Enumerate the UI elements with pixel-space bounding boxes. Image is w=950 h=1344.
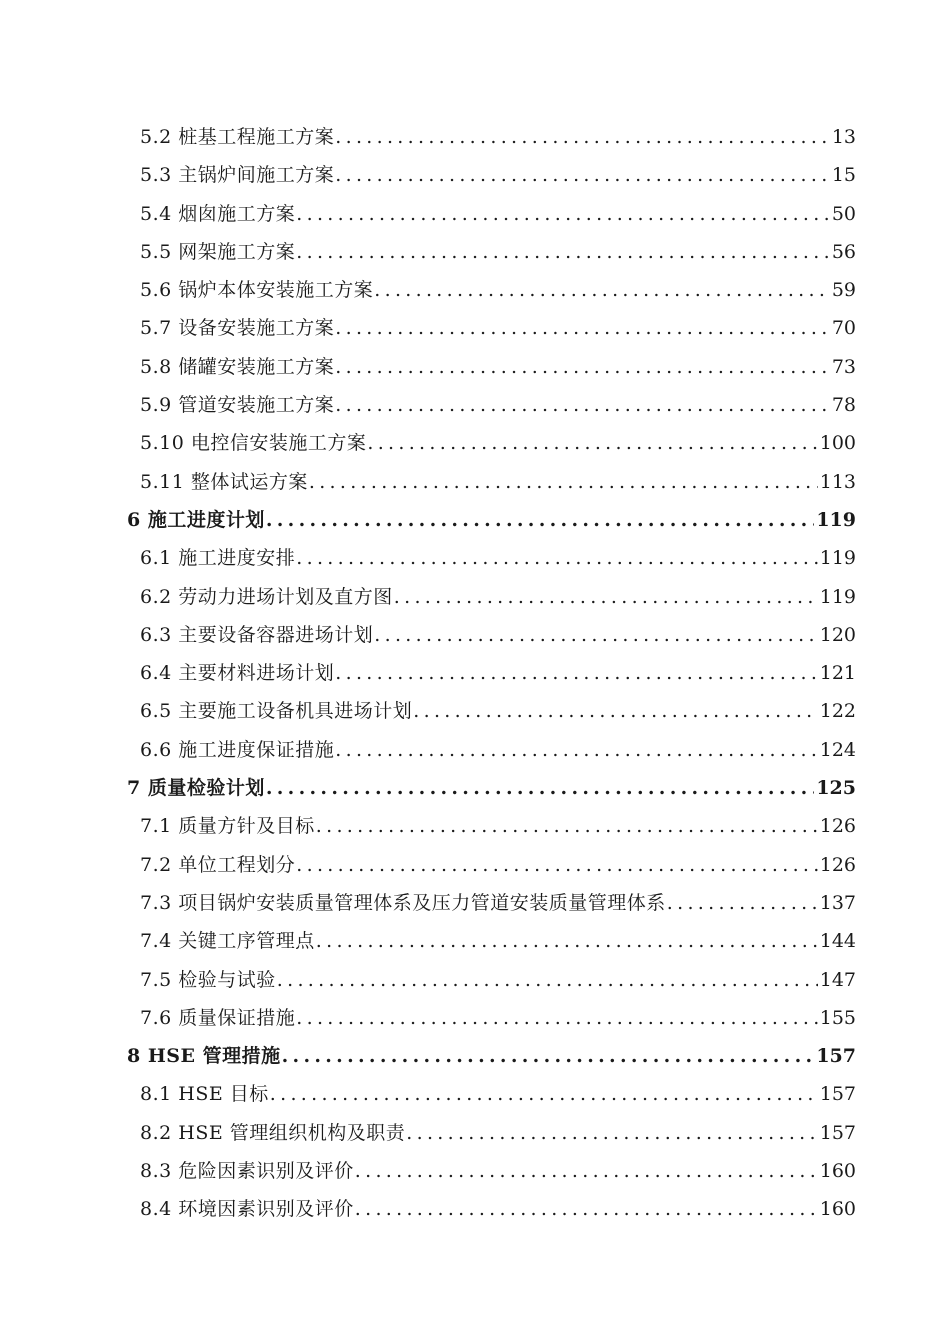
toc-section-entry[interactable] [0,118,950,156]
toc-page-number: 50 [831,202,856,225]
toc-entry-title: 5.9 管道安装施工方案 [140,394,335,417]
toc-dot-leader [335,731,817,769]
toc-chapter-entry[interactable] [0,769,950,807]
toc-entry-title: 7 质量检验计划 [127,777,265,800]
toc-section-entry[interactable] [0,692,950,730]
toc-section-entry[interactable] [0,463,950,501]
toc-section-entry[interactable] [0,884,950,922]
toc-section-entry[interactable] [0,539,950,577]
toc-page-number: 147 [819,968,856,991]
toc-entry-title: 8.4 环境因素识别及评价 [140,1198,354,1221]
toc-dot-leader [296,539,817,577]
toc-page-number: 122 [819,700,856,723]
toc-page-number: 121 [819,662,856,685]
toc-page-number: 157 [819,1121,856,1144]
toc-page-number: 119 [819,585,856,608]
toc-dot-leader [266,501,814,539]
toc-page-number: 70 [831,317,856,340]
toc-dot-leader [296,999,817,1037]
toc-dot-leader [316,922,818,960]
toc-page-number: 15 [831,164,856,187]
toc-entry-title: 5.4 烟囱施工方案 [140,202,296,225]
toc-section-entry[interactable] [0,731,950,769]
toc-page-number: 56 [831,240,856,263]
toc-entry-title: 6.6 施工进度保证措施 [140,738,335,761]
toc-dot-leader [309,463,818,501]
toc-section-entry[interactable] [0,195,950,233]
toc-dot-leader [270,1075,818,1113]
toc-entry-title: 7.5 检验与试验 [140,968,276,991]
toc-entry-title: 6.5 主要施工设备机具进场计划 [140,700,413,723]
toc-page-number: 157 [816,1045,856,1068]
toc-dot-leader [296,846,817,884]
toc-section-entry[interactable] [0,578,950,616]
toc-entry-title: 8.1 HSE 目标 [140,1083,269,1106]
toc-section-entry[interactable] [0,1114,950,1152]
toc-page-number: 13 [831,126,856,148]
toc-page-number: 119 [816,508,856,531]
toc-section-entry[interactable] [0,846,950,884]
toc-section-entry[interactable] [0,999,950,1037]
toc-entry-title: 5.7 设备安装施工方案 [140,317,335,340]
toc-section-entry[interactable] [0,1152,950,1190]
toc-dot-leader [667,884,818,922]
toc-dot-leader [335,348,830,386]
toc-entry-title: 5.6 锅炉本体安装施工方案 [140,279,374,302]
toc-entry-title: 5.11 整体试运方案 [140,470,308,493]
toc-entry-title: 8 HSE 管理措施 [127,1045,281,1068]
toc-dot-leader [335,386,830,424]
toc-entry-title: 7.3 项目锅炉安装质量管理体系及压力管道安装质量管理体系 [140,891,666,914]
toc-dot-leader [335,156,830,194]
toc-dot-leader [413,692,817,730]
toc-dot-leader [266,769,814,807]
toc-dot-leader [406,1114,817,1152]
toc-section-entry[interactable] [0,156,950,194]
toc-entry-title: 6 施工进度计划 [127,508,265,531]
toc-page-number: 157 [819,1083,856,1106]
toc-entry-title: 5.10 电控信安装施工方案 [140,432,367,455]
toc-dot-leader [277,961,818,999]
toc-page-number: 126 [819,815,856,838]
toc-dot-leader [282,1037,815,1075]
toc-dot-leader [374,616,817,654]
toc-page-number: 100 [819,432,856,455]
toc-page-number: 113 [819,470,856,493]
toc-dot-leader [296,195,830,233]
toc-entry-title: 8.3 危险因素识别及评价 [140,1160,354,1183]
table-of-contents [0,118,950,1229]
toc-page-number: 155 [819,1006,856,1029]
toc-entry-title: 5.3 主锅炉间施工方案 [140,164,335,187]
toc-section-entry[interactable] [0,309,950,347]
toc-section-entry[interactable] [0,386,950,424]
toc-dot-leader [355,1190,818,1228]
toc-entry-title: 5.5 网架施工方案 [140,240,296,263]
toc-page-number: 125 [816,777,856,800]
toc-dot-leader [316,807,818,845]
toc-page-number: 160 [819,1198,856,1221]
toc-page-number: 73 [831,355,856,378]
toc-dot-leader [335,118,830,156]
toc-section-entry[interactable] [0,616,950,654]
toc-page-number: 124 [819,738,856,761]
toc-page-number: 144 [819,930,856,953]
toc-dot-leader [355,1152,818,1190]
toc-dot-leader [296,233,830,271]
toc-section-entry[interactable] [0,1190,950,1228]
toc-entry-title: 8.2 HSE 管理组织机构及职责 [140,1121,406,1144]
toc-page-number: 119 [819,547,856,570]
toc-entry-title: 5.2 桩基工程施工方案 [140,126,335,148]
toc-entry-title: 6.2 劳动力进场计划及直方图 [140,585,393,608]
toc-section-entry[interactable] [0,961,950,999]
toc-section-entry[interactable] [0,922,950,960]
toc-section-entry[interactable] [0,654,950,692]
toc-entry-title: 7.2 单位工程划分 [140,853,296,876]
toc-chapter-entry[interactable] [0,501,950,539]
toc-page-number: 160 [819,1160,856,1183]
toc-dot-leader [335,654,817,692]
toc-section-entry[interactable] [0,271,950,309]
toc-page-number: 126 [819,853,856,876]
toc-dot-leader [335,309,830,347]
toc-section-entry[interactable] [0,424,950,462]
toc-entry-title: 7.1 质量方针及目标 [140,815,315,838]
toc-page-number: 120 [819,623,856,646]
toc-section-entry[interactable] [0,348,950,386]
toc-section-entry[interactable] [0,807,950,845]
toc-entry-title: 6.4 主要材料进场计划 [140,662,335,685]
toc-entry-title: 7.6 质量保证措施 [140,1006,296,1029]
toc-dot-leader [374,271,830,309]
toc-section-entry[interactable] [0,1075,950,1113]
toc-chapter-entry[interactable] [0,1037,950,1075]
toc-dot-leader [394,578,818,616]
toc-entry-title: 5.8 储罐安装施工方案 [140,355,335,378]
toc-dot-leader [367,424,817,462]
toc-entry-title: 6.1 施工进度安排 [140,547,296,570]
toc-page-number: 137 [819,891,856,914]
toc-page-number: 78 [831,394,856,417]
toc-page-number: 59 [831,279,856,302]
toc-entry-title: 7.4 关键工序管理点 [140,930,315,953]
toc-entry-title: 6.3 主要设备容器进场计划 [140,623,374,646]
toc-section-entry[interactable] [0,233,950,271]
